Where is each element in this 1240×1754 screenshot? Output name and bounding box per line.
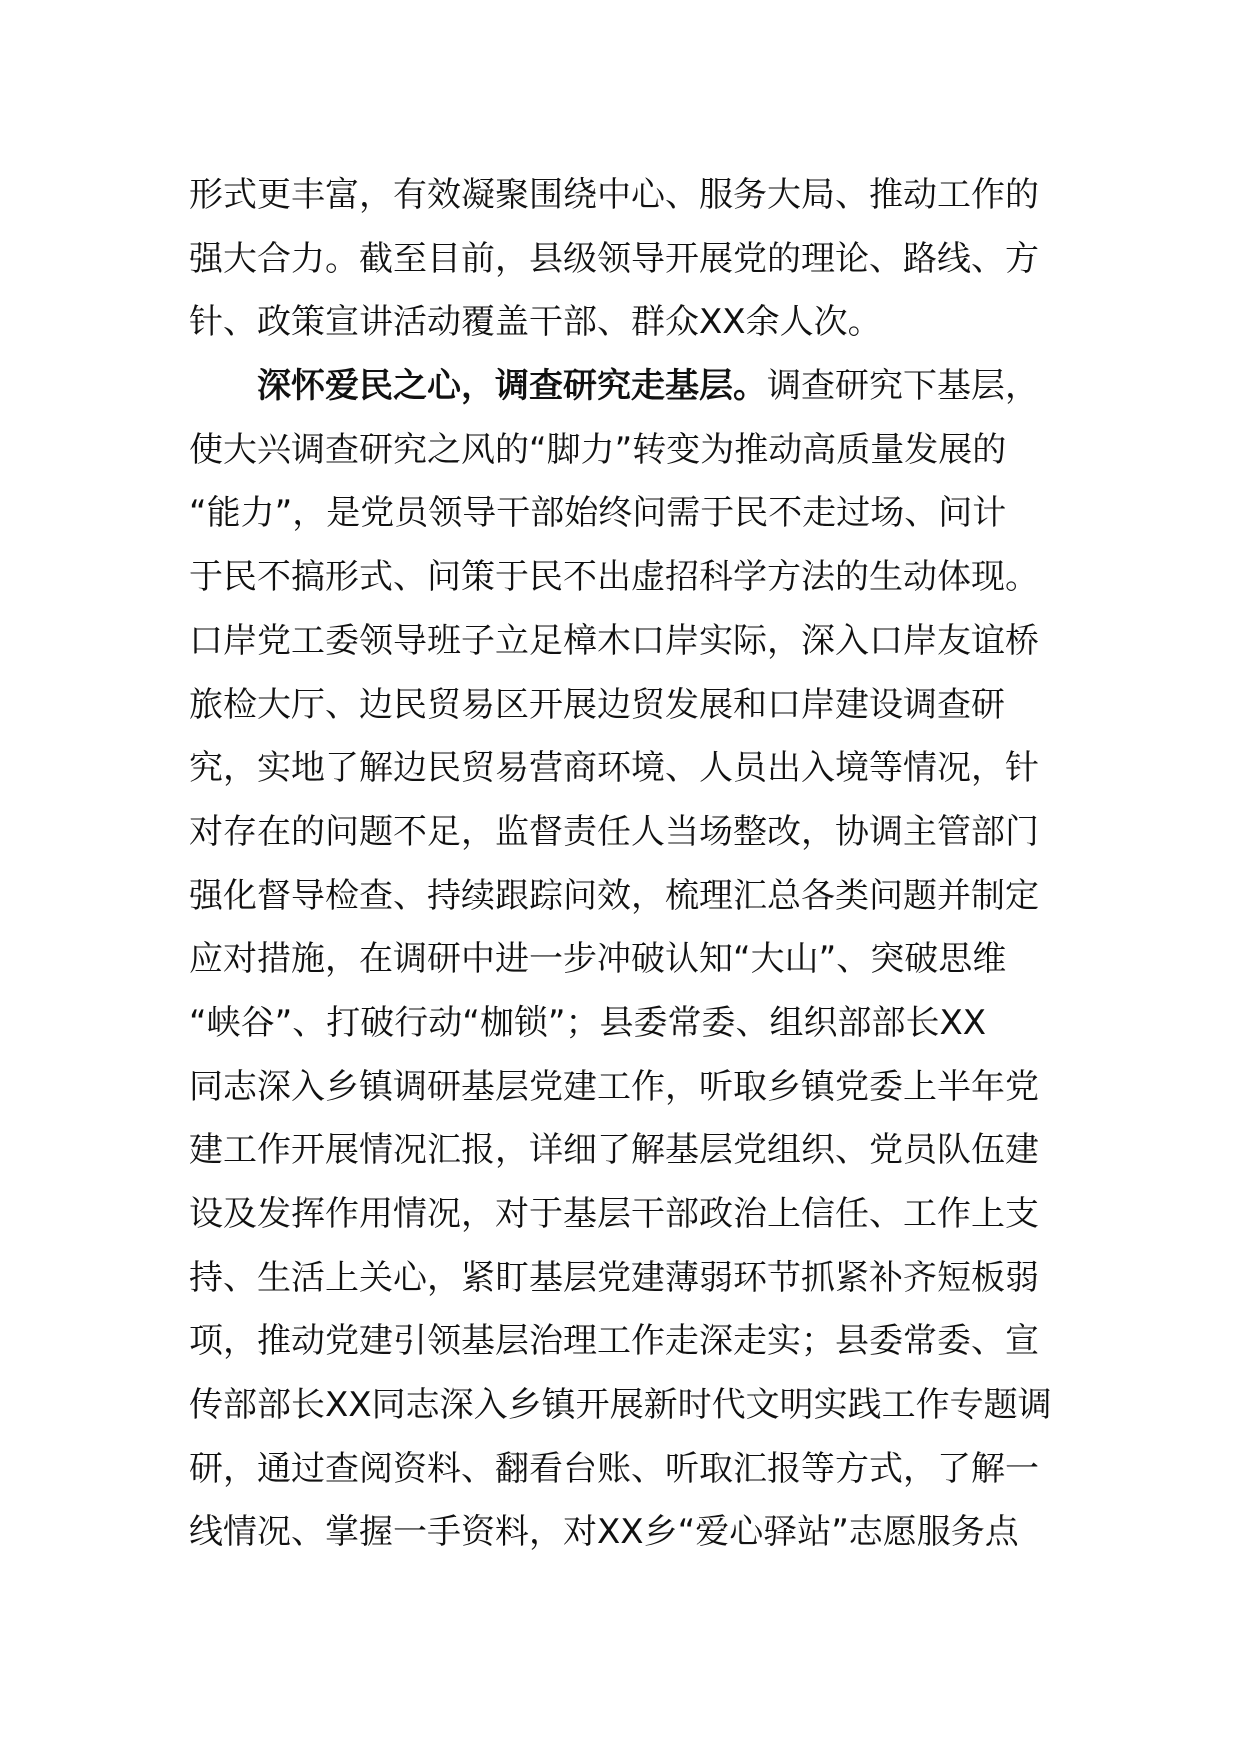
text-line: 口岸党工委领导班子立足樟木口岸实际，深入口岸友谊桥 (189, 620, 1039, 661)
text-line: 项，推动党建引领基层治理工作走深走实；县委常委、宣 (189, 1321, 1039, 1362)
text-line: 传部部长XX同志深入乡镇开展新时代文明实践工作专题调 (189, 1385, 1052, 1426)
text-line: 应对措施，在调研中进一步冲破认知“大山”、突破思维 (189, 939, 1007, 980)
paragraph-heading: 深怀爱民之心，调查研究走基层。 (257, 366, 767, 407)
text-line: 对存在的问题不足，监督责任人当场整改，协调主管部门 (189, 811, 1039, 852)
paragraph-first-line (189, 355, 1055, 419)
paragraph-first-line-text: 调查研究下基层， (767, 366, 1039, 407)
text-line: 强大合力。截至目前，县级领导开展党的理论、路线、方 (189, 238, 1039, 279)
text-line: 针、政策宣讲活动覆盖干部、群众XX余人次。 (189, 302, 882, 343)
text-line: “峡谷”、打破行动“枷锁”；县委常委、组织部部长XX (189, 1002, 987, 1043)
text-line: 持、生活上关心，紧盯基层党建薄弱环节抓紧补齐短板弱 (189, 1257, 1039, 1298)
text-line: 线情况、掌握一手资料，对XX乡“爱心驿站”志愿服务点 (189, 1512, 1019, 1553)
text-line: 形式更丰富，有效凝聚围绕中心、服务大局、推动工作的 (189, 175, 1039, 215)
text-line: 建工作开展情况汇报，详细了解基层党组织、党员队伍建 (189, 1130, 1039, 1171)
text-line: 旅检大厅、边民贸易区开展边贸发展和口岸建设调查研 (189, 684, 1005, 725)
text-line: 强化督导检查、持续跟踪问效，梳理汇总各类问题并制定 (189, 875, 1039, 916)
body-text (189, 164, 1055, 1565)
text-line: 使大兴调查研究之风的“脚力”转变为推动高质量发展的 (189, 429, 1007, 470)
text-line: 于民不搞形式、问策于民不出虚招科学方法的生动体现。 (189, 557, 1039, 598)
text-line: “能力”，是党员领导干部始终问需于民不走过场、问计 (189, 493, 1007, 534)
text-line: 究，实地了解边民贸易营商环境、人员出入境等情况，针 (189, 748, 1039, 789)
text-line: 设及发挥作用情况，对于基层干部政治上信任、工作上支 (189, 1194, 1039, 1234)
text-line: 同志深入乡镇调研基层党建工作，听取乡镇党委上半年党 (189, 1066, 1039, 1107)
text-line: 研，通过查阅资料、翻看台账、听取汇报等方式，了解一 (189, 1448, 1039, 1489)
